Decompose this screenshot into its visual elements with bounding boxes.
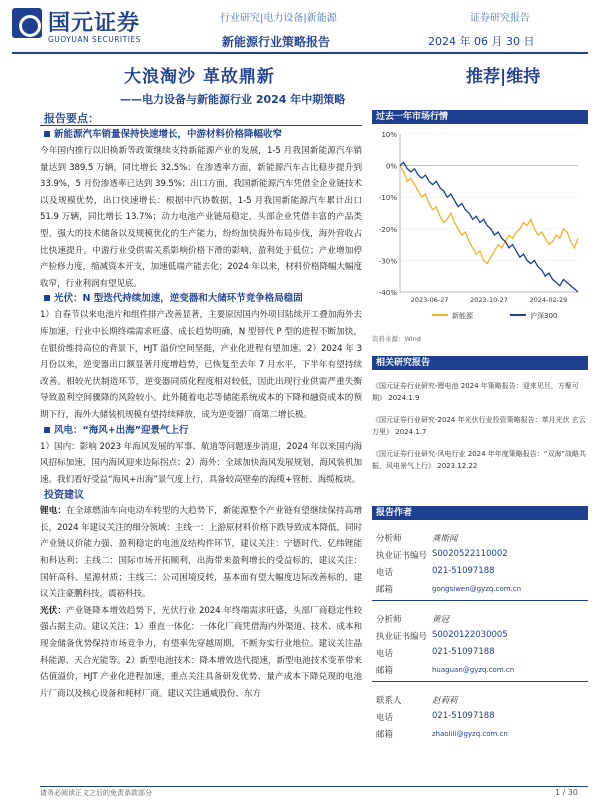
lithium-label: 锂电： (40, 506, 67, 517)
email-label: 邮箱 (376, 666, 394, 676)
logo-icon (12, 8, 42, 38)
pv-invest-text: 产业链降本增效趋势下，光伏行业 2024 年终端需求旺盛，头部厂商稳定性较强占据主动。建议关注：1）垂直一体化：一体化厂商凭借海内外渠道、技术、成本和现金储备优势保持市场竞争力，有望率先穿越周期，不断夯实行业地位。建议关注晶科能源、天合光能等。2）新型电池技术：降本增效迭代提速，新型电池技术变革带来估值溢价，HJT 产业化进程加速，重点关注具备研发优势、量产成本下降兑现的电池片厂商以及核心设备和耗材厂商。建议关注通威股份、东方 (40, 605, 363, 699)
email-label: 邮箱 (376, 730, 394, 740)
related-title: 《国元证券行业研究-2024 年光伏行业投资策略报告：革月光伏 玄云万里》 (372, 416, 586, 436)
author-role: 联系人 (376, 696, 402, 706)
series-line (400, 166, 578, 264)
tel-label: 电话 (376, 568, 394, 578)
y-tick-label: 10% (381, 131, 397, 139)
logo-en: GUOYUAN SECURITIES (48, 35, 141, 44)
tel-number: 021-51097188 (432, 647, 495, 657)
pv-label: 光伏： (40, 605, 67, 616)
tel-label: 电话 (376, 649, 394, 659)
cert-number: S0020122030005 (432, 630, 508, 640)
company-logo (12, 6, 180, 48)
rating-badge: 推荐|维持 (466, 67, 541, 87)
footer-disclaimer: 请务必阅读正文之后的免责条款部分 (40, 789, 152, 797)
related-item (372, 380, 588, 404)
author-name: 龚斯闻 (432, 534, 458, 544)
series-line (400, 162, 578, 292)
cert-label: 执业证书编号 (376, 632, 428, 642)
email-link[interactable]: huaguan@gyzq.com.cn (432, 666, 515, 674)
y-tick-label: -40% (378, 289, 397, 297)
market-chart-svg (372, 124, 588, 332)
related-heading: 相关研究报告 (372, 356, 588, 370)
footer-divider (40, 786, 588, 787)
related-date: 2024.1.9 (388, 394, 420, 402)
summary-heading: 报告要点： (44, 112, 99, 125)
x-tick-label: 2023-10-27 (470, 296, 508, 304)
tel-label: 电话 (376, 713, 394, 723)
header-categories: 行业研究|电力设备|新能源 (220, 13, 337, 24)
lithium-text: 在全球燃油车向电动车转型的大趋势下，新能源整个产业链有望继续保持高增长，2024 年建议关注的细分领域：主线一：上游原材料价格下跌导致成本降低，同时产业链议价能力强、盈利稳定的电池及结构件环节，建议关注：宁德时代、亿纬锂能和科达利；主线二：国际市场开拓顺利，出海带来盈利增长的受益标的，建议关注：国轩高科、星源材质；主线三：公司困境反转，基本面有望大幅度边际改善标的，建议关注豪鹏科技，震裕科技。 (40, 506, 362, 600)
author-divider (372, 681, 588, 682)
summary-bullet-wind (40, 424, 362, 439)
author-role: 分析师 (376, 534, 402, 544)
bullet-pv-text: 光伏：N 型迭代持续加速，逆变器和大储环节竞争格局稳固 (54, 293, 303, 305)
related-title: 《国元证券行业研究-风电行业 2024 年年度策略报告：“双海”战略共振，风电景气上行》 (372, 450, 587, 470)
market-heading: 过去一年市场行情 (372, 110, 588, 124)
paragraph-ev: 今年国内推行以旧换新等政策继续支持新能源产业的发展，1-5 月我国新能源汽车销量达到 389.5 万辆，同比增长 32.5%；在渗透率方面，新能源汽车占比稳步提升到 33.9%，5 月份渗透率已达到 39.5%；出口方面，我国新能源汽车凭借全企业链技术以及规模优势，出口快速增长：根据中汽协数据，1-5 月我国新能源汽车累计出口 51.9 万辆，同比增长 13.7%；动力电池产业链局稳定，头部企业凭借丰富的产品类型，强大的技术储备以及规模优化的生产能力，纷纷加快海外布局步伐，海外营收占比快速提升。中游行业受供需关系影响价格下滑的影响，盈利处于低位；产业增加停产检修力度，缩减资本开支，加速低端产能去化；2024 年以来，材料价格降幅大幅度收窄，行业利润有望见底。 (40, 146, 362, 289)
related-title: 《国元证券行业研究-锂电池 2024 年策略报告：迎来见旦，方聚可期》 (372, 382, 579, 402)
legend-label: 沪深300 (530, 312, 558, 320)
y-tick-label: -10% (378, 194, 397, 203)
summary-column (40, 110, 362, 702)
paragraph-pv-invest (40, 603, 362, 703)
header-report-title: 新能源行业策略报告 (222, 35, 331, 49)
market-chart (372, 124, 588, 332)
email-link[interactable]: gongsiwen@gyzq.com.cn (432, 585, 522, 593)
logo-cn: 国元证券 (48, 11, 141, 36)
investment-heading: 投资建议 (44, 490, 84, 502)
related-item (372, 448, 588, 472)
author-card (372, 611, 588, 679)
bullet-square-icon (44, 131, 50, 137)
paragraph-lithium (40, 503, 362, 603)
summary-bullet-ev (40, 128, 362, 143)
bullet-wind-text: 风电：“海风+出海”迎景气上行 (54, 424, 189, 436)
header-divider (12, 52, 588, 54)
x-tick-label: 2023-06-27 (410, 296, 449, 304)
author-name: 赵莉莉 (432, 696, 458, 706)
y-tick-label: -30% (378, 257, 397, 266)
paragraph-wind: 1）国内：影响 2023 年海风发展的军事、航道等问题逐步消退，2024 年以来国内海风招标加速，国内海风迎来边际拐点；2）海外：全球加快海风发展规划，海风装机加速。我们看好受益“海风+出海”景气度上行，具备较高壁垒的海缆+管桩、海缆板块。 (40, 441, 362, 485)
x-tick-label: 2024-02-29 (529, 296, 568, 304)
y-tick-label: -20% (378, 225, 397, 234)
page-number: 1 / 30 (554, 788, 578, 797)
y-tick-label: 0% (385, 162, 397, 171)
author-name: 黄冠 (432, 615, 450, 625)
related-item (372, 414, 588, 438)
legend-label: 新能源 (452, 312, 473, 320)
email-link[interactable]: zhaolili@gyzq.com.cn (432, 730, 508, 738)
header-date: 2024 年 06 月 30 日 (428, 35, 535, 48)
related-date: 2024.1.7 (395, 428, 427, 436)
page-title: 大浪淘沙 革故鼎新 (124, 67, 275, 87)
author-role: 分析师 (376, 615, 402, 625)
authors-heading: 报告作者 (372, 506, 588, 520)
cert-label: 执业证书编号 (376, 551, 428, 561)
report-header (0, 0, 600, 56)
author-card (372, 692, 588, 743)
chart-source: 资料来源：Wind (372, 335, 421, 343)
author-card (372, 530, 588, 598)
author-divider (372, 600, 588, 601)
page-footer (40, 786, 588, 800)
paragraph-pv: 1）自春节以来电池片和组件排产改善显著，主要原因国内外项目陆续开工叠加海外去库加速，行业中长期终端需求旺盛、成长趋势明确，N 型替代 P 型的进程不断加快，在银价维持高位的背景下，HJT 溢价空间坚挺，产业化进程有望加速。2）2024 年 3 月份以来，逆变器出口额显著月度增趋势，已恢复至去年 7 月水平，下半年有望持续改善。相较光伏制造环节，逆变器同质化程度相对较低，因此出现行业供需严重失衡导致盈利空间骤降的风险较小。此外随着电芯等储能系统成本的下降和融资成本的预期下行，海外大储装机规模有望持续释放，成为逆变器厂商第二增长极。 (40, 310, 362, 420)
tel-number: 021-51097188 (432, 566, 495, 576)
header-report-type: 证券研究报告 (470, 13, 530, 24)
bullet-square-icon (44, 427, 50, 433)
page-subtitle: ——电力设备与新能源行业 2024 年中期策略 (120, 93, 346, 106)
email-label: 邮箱 (376, 585, 394, 595)
related-date: 2023.12.22 (437, 462, 478, 470)
cert-number: S0020522110002 (432, 549, 508, 559)
summary-divider (40, 125, 362, 126)
bullet-ev-text: 新能源汽车销量保持快速增长，中游材料价格降幅收窄 (54, 129, 283, 140)
sidebar-column (372, 110, 588, 743)
tel-number: 021-51097188 (432, 711, 495, 721)
summary-bullet-pv (40, 292, 362, 307)
bullet-square-icon (44, 295, 50, 301)
